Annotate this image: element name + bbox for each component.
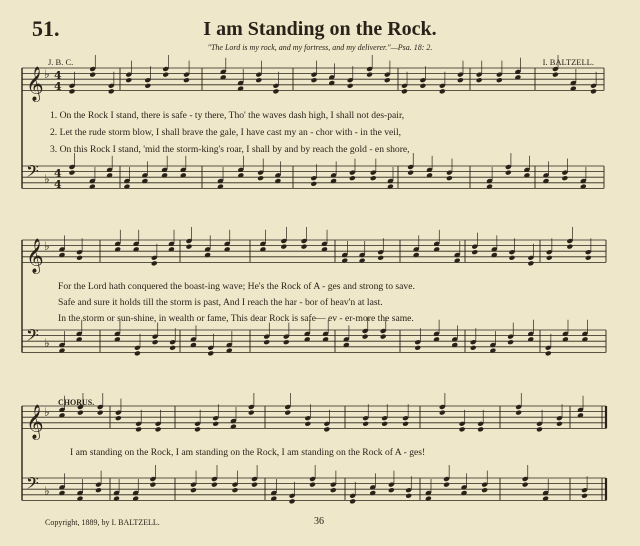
bass-clef-icon: 𝄢	[26, 473, 39, 497]
note-head	[349, 175, 356, 181]
note-head	[77, 410, 84, 416]
note-head	[405, 493, 412, 499]
flat-icon: ♭	[44, 405, 50, 419]
note-head	[207, 350, 214, 356]
note-head	[439, 88, 446, 94]
note-head	[151, 260, 158, 266]
treble-clef-icon: 𝄞	[26, 238, 44, 274]
note-head	[115, 415, 122, 421]
note-head	[349, 498, 356, 504]
chorus-label: CHORUS.	[58, 398, 95, 407]
note-head	[377, 255, 384, 261]
note-head	[263, 339, 270, 345]
note-head	[183, 77, 190, 83]
time-signature-top: 4	[54, 167, 62, 180]
note-head	[135, 426, 142, 432]
note-head	[169, 345, 176, 351]
copyright-notice: Copyright, 1889, by I. BALTZELL.	[45, 518, 160, 527]
note-head	[190, 487, 197, 493]
bass-clef-icon: 𝄢	[26, 161, 39, 185]
note-head	[144, 83, 151, 89]
note-head	[155, 426, 162, 432]
note-head	[388, 487, 395, 493]
verse-line-6: In the storm or sun-shine, in wealth or fame, This dear Rock is safe— ev - er-more the same.	[58, 313, 414, 324]
note-head	[330, 487, 337, 493]
verse-line-2: 2. Let the rude storm blow, I shall brave the gale, I have cast my an - chor with - in the veil,	[50, 127, 402, 138]
hymn-title: I am Standing on the Rock.	[203, 18, 437, 40]
chorus-line: I am standing on the Rock, I am standing on the Rock, I am standing on the Rock of A - ges!	[70, 447, 426, 458]
note-head	[76, 255, 83, 261]
note-head	[522, 482, 529, 488]
note-head	[556, 421, 563, 427]
note-head	[309, 482, 316, 488]
note-head	[323, 426, 330, 432]
time-signature-bottom: 4	[54, 178, 62, 191]
note-head	[272, 88, 279, 94]
note-head	[381, 421, 388, 427]
note-head	[457, 77, 464, 83]
note-head	[401, 88, 408, 94]
note-head	[311, 77, 318, 83]
flat-icon: ♭	[44, 172, 50, 186]
bass-clef-icon: 𝄢	[26, 325, 39, 349]
note-head	[476, 77, 483, 83]
note-head	[95, 487, 102, 493]
treble-clef-icon: 𝄞	[26, 404, 44, 440]
note-head	[509, 255, 516, 261]
composer-credit: I. BALTZELL.	[542, 57, 594, 67]
note-head	[380, 334, 387, 340]
note-head	[546, 255, 553, 261]
hymn-number: 51.	[32, 16, 60, 41]
time-signature-top: 4	[54, 69, 62, 82]
note-head	[283, 339, 290, 345]
note-head	[581, 493, 588, 499]
note-head	[419, 83, 426, 89]
note-head	[402, 421, 409, 427]
note-head	[362, 334, 369, 340]
note-head	[566, 244, 573, 250]
note-head	[125, 77, 132, 83]
verse-line-4: For the Lord hath conquered the boast-ing wave; He's the Rock of A - ges and strong to save.	[58, 281, 415, 292]
note-head	[310, 181, 317, 187]
note-head	[280, 244, 287, 250]
note-head	[69, 170, 76, 176]
note-head	[443, 482, 450, 488]
verse-line-5: Safe and sure it holds till the storm is past, And I reach the har - bor of heav'n at last.	[58, 297, 383, 308]
scripture-epigraph: "The Lord is my rock, and my fortress, and my deliverer."—Psa. 18: 2.	[207, 43, 433, 52]
note-head	[585, 255, 592, 261]
note-head	[97, 410, 104, 416]
note-head	[251, 482, 258, 488]
note-head	[108, 88, 115, 94]
note-head	[414, 345, 421, 351]
note-head	[507, 339, 514, 345]
note-head	[471, 249, 478, 255]
note-head	[366, 72, 373, 78]
note-head	[194, 426, 201, 432]
note-head	[446, 175, 453, 181]
note-head	[362, 421, 369, 427]
note-head	[284, 410, 291, 416]
treble-clef-icon: 𝄞	[26, 66, 44, 102]
note-head	[515, 410, 522, 416]
note-head	[289, 498, 296, 504]
note-head	[552, 72, 559, 78]
note-head	[186, 244, 193, 250]
flat-icon: ♭	[44, 239, 50, 253]
note-head	[248, 410, 255, 416]
flat-icon: ♭	[44, 336, 50, 350]
note-head	[162, 72, 169, 78]
note-head	[134, 350, 141, 356]
note-head	[407, 170, 414, 176]
note-head	[459, 426, 466, 432]
note-head	[527, 260, 534, 266]
page-number: 36	[314, 516, 324, 527]
note-head	[384, 77, 391, 83]
note-head	[89, 72, 96, 78]
note-head	[470, 345, 477, 351]
verse-line-3: 3. On this Rock I stand, 'mid the storm-king's roar, I shall by and by reach the gold - en shore,	[50, 144, 410, 155]
note-head	[481, 487, 488, 493]
note-head	[152, 339, 159, 345]
verse-line-1: 1. On the Rock I stand, there is safe - ty there, Tho' the waves dash high, I shall not des-pair,	[50, 110, 405, 121]
note-head	[347, 83, 354, 89]
note-head	[149, 482, 156, 488]
note-head	[69, 88, 76, 94]
note-head	[211, 482, 218, 488]
note-head	[545, 350, 552, 356]
note-head	[505, 170, 512, 176]
note-head	[257, 175, 264, 181]
note-head	[590, 88, 597, 94]
note-head	[496, 77, 503, 83]
note-head	[232, 487, 239, 493]
note-head	[370, 175, 377, 181]
note-head	[561, 175, 568, 181]
note-head	[212, 421, 219, 427]
note-head	[301, 244, 308, 250]
time-signature-bottom: 4	[54, 80, 62, 93]
flat-icon: ♭	[44, 484, 50, 498]
flat-icon: ♭	[44, 67, 50, 81]
lyricist-credit: J. B. C.	[48, 57, 74, 67]
note-head	[477, 426, 484, 432]
note-head	[304, 421, 311, 427]
note-head	[536, 426, 543, 432]
note-head	[255, 77, 262, 83]
note-head	[439, 410, 446, 416]
